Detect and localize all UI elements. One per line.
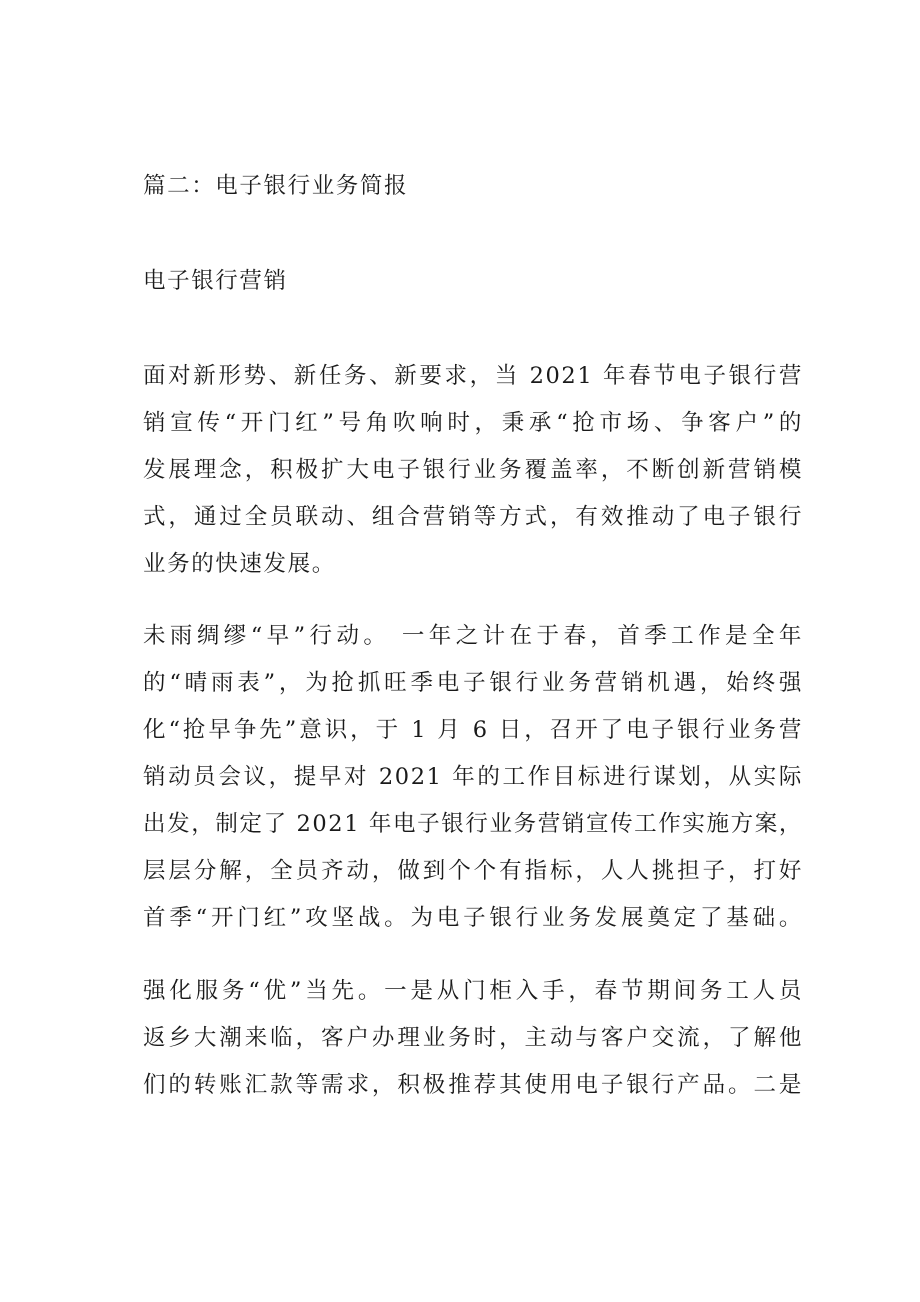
paragraph-line: 出发，制定了 2021 年电子银行业务营销宣传工作实施方案， [143,811,803,837]
paragraph-line: 化“抢早争先”意识，于 1 月 6 日，召开了电子银行业务营 [143,717,803,743]
paragraph-line: 式，通过全员联动、组合营销等方式，有效推动了电子银行 [143,504,803,530]
document-heading: 篇二：电子银行业务简报 [143,173,409,199]
paragraph-line: 层层分解，全员齐动，做到个个有指标，人人挑担子，打好 [143,858,803,884]
paragraph-line: 销宣传“开门红”号角吹响时，秉承“抢市场、争客户”的 [143,410,803,436]
paragraph-line: 首季“开门红”攻坚战。为电子银行业务发展奠定了基础。 [143,905,803,931]
paragraph-line: 销动员会议，提早对 2021 年的工作目标进行谋划，从实际 [143,764,803,790]
document-subheading: 电子银行营销 [143,268,288,294]
paragraph-line: 面对新形势、新任务、新要求，当 2021 年春节电子银行营 [143,363,803,389]
paragraph-line: 未雨绸缪“早”行动。 一年之计在于春，首季工作是全年 [143,623,803,649]
paragraph-line: 业务的快速发展。 [143,551,336,577]
paragraph-line: 发展理念，积极扩大电子银行业务覆盖率，不断创新营销模 [143,457,803,483]
paragraph-line: 的“晴雨表”，为抢抓旺季电子银行业务营销机遇，始终强 [143,670,803,696]
paragraph-line: 们的转账汇款等需求，积极推荐其使用电子银行产品。二是 [143,1072,803,1098]
paragraph-line: 返乡大潮来临，客户办理业务时，主动与客户交流，了解他 [143,1025,803,1051]
paragraph-line: 强化服务“优”当先。一是从门柜入手，春节期间务工人员 [143,978,803,1004]
